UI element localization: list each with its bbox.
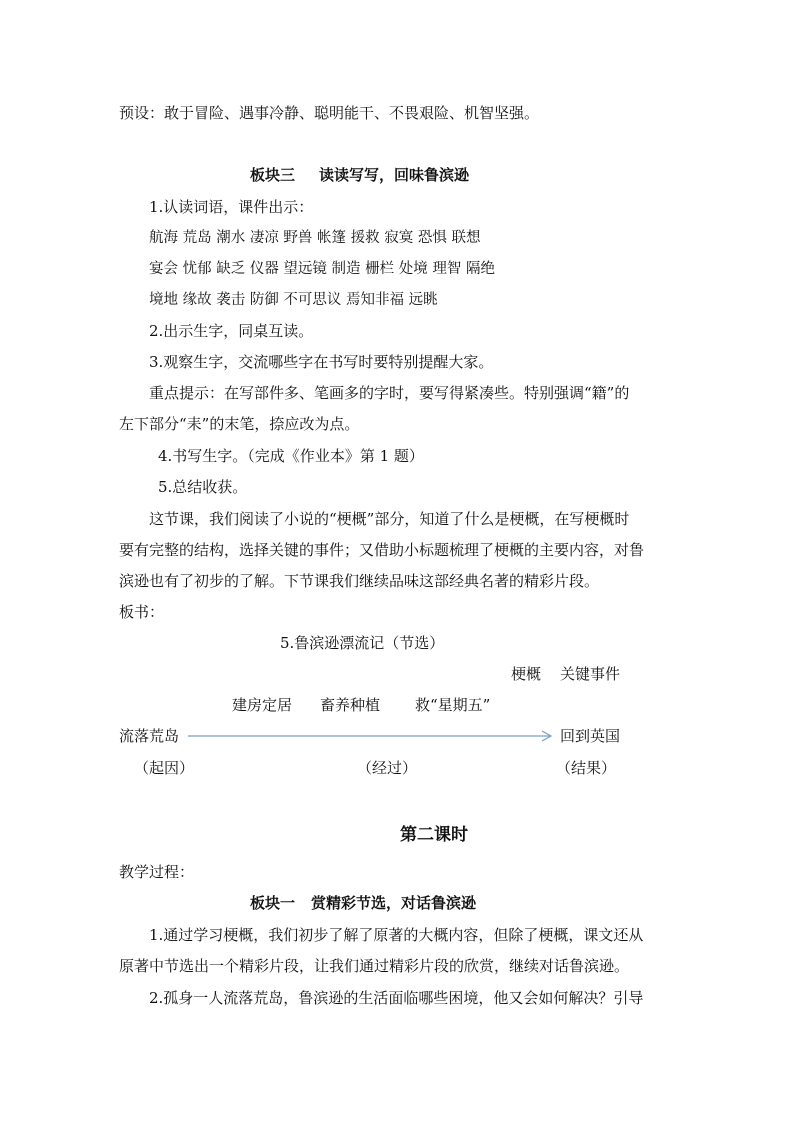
- board-event-3: 救“星期五”: [415, 696, 491, 714]
- item-3: 3.观察生字，交流哪些字在书写时要特别提醒大家。: [149, 353, 494, 371]
- board-timeline-arrow: [186, 726, 556, 746]
- lesson2-p1-line1: 1.通过学习梗概，我们初步了解了原著的大概内容，但除了梗概，课文还从: [149, 926, 644, 944]
- summary-line-3: 滨逊也有了初步的了解。下节课我们继续品味这部经典名著的精彩片段。: [119, 572, 600, 590]
- item-5: 5.总结收获。: [158, 478, 248, 496]
- board-process: （经过）: [357, 759, 418, 777]
- board-end: 回到英国: [560, 727, 621, 745]
- lesson2-heading: [250, 893, 476, 913]
- board-cause: （起因）: [134, 759, 195, 777]
- board-subtitle-key-events: 关键事件: [560, 665, 621, 683]
- process-label: 教学过程：: [119, 863, 195, 881]
- board-subtitle-summary: 梗概: [511, 665, 542, 683]
- board-event-2: 畜养种植: [320, 696, 381, 714]
- lesson2-title: 第二课时: [400, 825, 468, 845]
- item-4: 4.书写生字。（完成《作业本》第 1 题）: [158, 447, 424, 465]
- lesson2-heading-title: 赏精彩节选，对话鲁滨逊: [311, 894, 477, 912]
- lesson2-p2-line1: 2.孤身一人流落荒岛，鲁滨逊的生活面临哪些困境，他又会如何解决？引导: [149, 989, 644, 1007]
- section3-heading: [250, 165, 469, 185]
- lesson2-p1-line2: 原著中节选出一个精彩片段，让我们通过精彩片段的欣赏，继续对话鲁滨逊。: [119, 957, 630, 975]
- summary-line-1: 这节课，我们阅读了小说的“梗概”部分，知道了什么是梗概，在写梗概时: [149, 510, 630, 528]
- section3-heading-title: 读读写写，回味鲁滨逊: [319, 166, 470, 184]
- tip-line-1: 重点提示：在写部件多、笔画多的字时，要写得紧凑些。特别强调“籍”的: [149, 384, 630, 402]
- preset-line: 预设：敢于冒险、遇事冷静、聪明能干、不畏艰险、机智坚强。: [119, 104, 540, 122]
- vocabulary-row-1: 航海 荒岛 潮水 凄凉 野兽 帐篷 援救 寂寞 恐惧 联想: [149, 230, 481, 246]
- board-label: 板书：: [119, 603, 165, 621]
- item-1: 1.认读词语，课件出示：: [149, 198, 314, 216]
- summary-line-2: 要有完整的结构，选择关键的事件；又借助小标题梳理了梗概的主要内容，对鲁: [119, 541, 645, 559]
- board-result: （结果）: [556, 759, 617, 777]
- vocabulary-row-2: 宴会 忧郁 缺乏 仪器 望远镜 制造 栅栏 处境 理智 隔绝: [149, 261, 495, 277]
- section3-heading-label: 板块三: [250, 166, 296, 184]
- lesson2-heading-label: 板块一: [250, 894, 296, 912]
- board-event-1: 建房定居: [232, 696, 293, 714]
- vocabulary-row-3: 境地 缘故 袭击 防御 不可思议 焉知非福 远眺: [149, 292, 438, 308]
- board-start: 流落荒岛: [119, 727, 180, 745]
- board-title: 5.鲁滨逊漂流记（节选）: [280, 634, 445, 652]
- tip-line-2: 左下部分“耒”的末笔，捺应改为点。: [119, 415, 360, 433]
- item-2: 2.出示生字，同桌互读。: [149, 322, 314, 340]
